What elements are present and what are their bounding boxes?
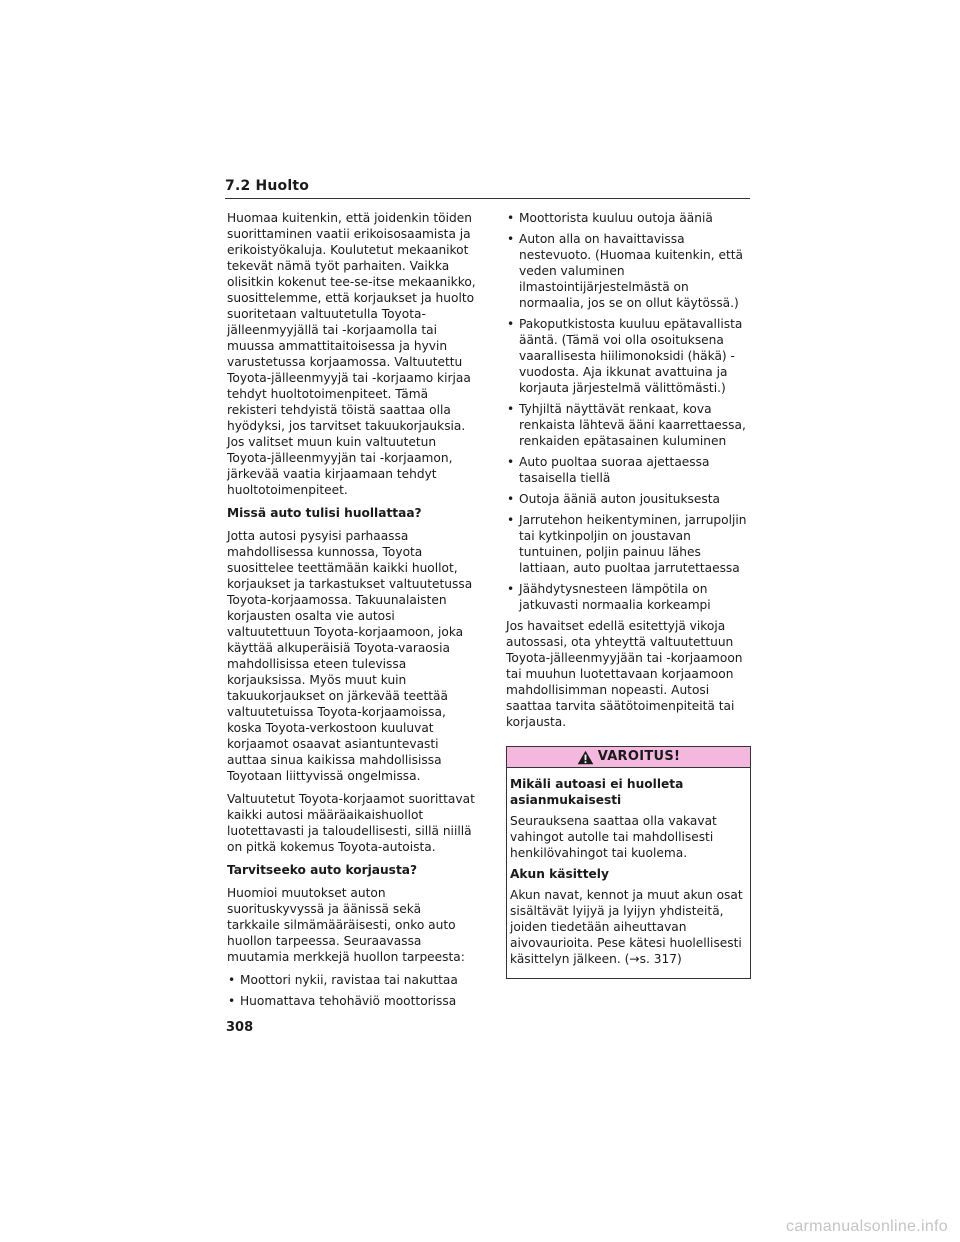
- list-item-text: Pakoputkistosta kuuluu epätavallista ääntä. (Tämä voi olla osoituksena vaarallisesta hiilimonoksidi (häkä) -vuodosta. Aja ikkunat avattuina ja korjauta järjestelmä välittömästi.): [519, 317, 743, 395]
- paragraph: Valtuutetut Toyota-korjaamot suorittavat kaikki autosi määräaikaishuollot luotettavasti ja taloudellisesti, sillä niillä on pitkä kokemus Toyota-autoista.: [227, 792, 475, 854]
- watermark: carmanualsonline.info: [786, 1218, 948, 1235]
- bullet-icon: •: [507, 492, 515, 506]
- list-item: [506, 210, 751, 226]
- paragraph: Jotta autosi pysyisi parhaassa mahdollisessa kunnossa, Toyota suosittelee teettämään kaikki huollot, korjaukset ja tarkastukset valtuutetussa Toyota-korjaamossa. Takuunalaisten korjausten osalta vie autosi valtuutettuun Toyota-korjaamoon, joka käyttää alkuperäisiä Toyota-varaosia mahdollisissa eteen tulevissa korjauksissa. Myös muut kuin takuukorjaukset on järkevää teettää valtuutetuissa Toyota-korjaamoissa, koska Toyota-verkostoon kuuluvat korjaamot osaavat asiantuntevasti auttaa sinua kaikissa mahdollisissa Toyotaan liittyvissä ongelmissa.: [227, 529, 473, 783]
- warning-box: [506, 746, 751, 979]
- paragraph: Huomioi muutokset auton suorituskyvyssä ja äänissä sekä tarkkaile silmämääräisesti, onko auto huollon tarpeessa. Seuraavassa muutamia merkkejä huollon tarpeesta:: [227, 886, 465, 964]
- bullet-icon: •: [507, 513, 515, 527]
- warning-triangle-icon: [577, 750, 594, 765]
- symptom-list: [506, 210, 751, 613]
- right-column: [506, 210, 751, 979]
- warning-text: Seurauksena saattaa olla vakavat vahingot autolle tai mahdollisesti henkilövahingot tai kuolema.: [510, 814, 717, 860]
- section-header: [225, 178, 750, 199]
- page-number: 308: [226, 1020, 254, 1035]
- warning-header: [507, 747, 750, 768]
- symptom-list: [227, 972, 477, 1009]
- subheading: Missä auto tulisi huollattaa?: [227, 506, 422, 520]
- paragraph: Jos havaitset edellä esitettyjä vikoja autossasi, ota yhteyttä valtuutettuun Toyota-jälleenmyyjään tai -korjaamoon tai muuhun luotettavaan korjaamoon mahdollisimman nopeasti. Autosi saattaa tarvita säätötoimenpiteitä tai korjausta.: [506, 619, 743, 729]
- bullet-icon: •: [507, 317, 515, 331]
- list-item-text: Tyhjiltä näyttävät renkaat, kova renkaista lähtevä ääni kaarrettaessa, renkaiden epätasainen kuluminen: [519, 402, 746, 448]
- warning-subheading: Mikäli autoasi ei huolleta asianmukaisesti: [510, 777, 684, 807]
- list-item-text: Moottorista kuuluu outoja ääniä: [519, 211, 713, 225]
- list-item: [506, 454, 751, 486]
- section-divider: [225, 198, 750, 199]
- list-item-text: Auton alla on havaittavissa nestevuoto. (Huomaa kuitenkin, että veden valuminen ilmastointijärjestelmästä on normaalia, jos se on ollut käytössä.): [519, 232, 744, 310]
- section-title: 7.2 Huolto: [225, 178, 310, 194]
- list-item: [506, 512, 751, 576]
- bullet-icon: •: [228, 994, 236, 1008]
- warning-title: VAROITUS!: [597, 749, 681, 764]
- list-item-text: Moottori nykii, ravistaa tai nakuttaa: [240, 973, 458, 987]
- bullet-icon: •: [507, 582, 515, 596]
- subheading: Tarvitseeko auto korjausta?: [227, 863, 418, 877]
- list-item-text: Huomattava tehohäviö moottorissa: [240, 994, 457, 1008]
- bullet-icon: •: [507, 402, 515, 416]
- list-item: [506, 491, 751, 507]
- bullet-icon: •: [507, 232, 515, 246]
- list-item-text: Auto puoltaa suoraa ajettaessa tasaisella tiellä: [519, 455, 710, 485]
- left-column: [227, 210, 477, 1014]
- list-item: [227, 972, 477, 988]
- list-item: [227, 993, 477, 1009]
- warning-body: [507, 768, 750, 978]
- paragraph: Huomaa kuitenkin, että joidenkin töiden suorittaminen vaatii erikoisosaamista ja erikoistyökaluja. Koulutetut mekaanikot tekevät nämä työt parhaiten. Vaikka olisitkin kokenut tee-se-itse mekaanikko, suosittelemme, että korjaukset ja huolto suoritetaan valtuutetulla Toyota-jälleenmyyjällä tai -korjaamolla tai muussa ammattitaitoisessa ja hyvin varustetussa korjaamossa. Valtuutettu Toyota-jälleenmyyjä tai -korjaamo kirjaa tehdyt huoltotoimenpiteet. Tämä rekisteri tehdyistä töistä saattaa olla hyödyksi, jos tarvitset takuukorjauksia. Jos valitset muun kuin valtuutetun Toyota-jälleenmyyjän tai -korjaamon, järkevää vaatia kirjaamaan tehdyt huoltotoimenpiteet.: [227, 211, 476, 497]
- list-item-text: Outoja ääniä auton jousituksesta: [519, 492, 721, 506]
- list-item: [506, 401, 751, 449]
- list-item: [506, 581, 751, 613]
- bullet-icon: •: [507, 211, 515, 225]
- list-item: [506, 231, 751, 311]
- warning-text: Akun navat, kennot ja muut akun osat sisältävät lyijyä ja lyijyn yhdisteitä, joiden tiedetään aiheuttavan aivovaurioita. Pese kätesi huolellisesti käsittelyn jälkeen. (→s. 317): [510, 888, 743, 966]
- bullet-icon: •: [228, 973, 236, 987]
- list-item-text: Jarrutehon heikentyminen, jarrupoljin tai kytkinpoljin on joustavan tuntuinen, poljin painuu lähes lattiaan, auto puoltaa jarrutettaessa: [519, 513, 747, 575]
- list-item-text: Jäähdytysnesteen lämpötila on jatkuvasti normaalia korkeampi: [519, 582, 711, 612]
- warning-subheading: Akun käsittely: [510, 867, 609, 881]
- bullet-icon: •: [507, 455, 515, 469]
- list-item: [506, 316, 751, 396]
